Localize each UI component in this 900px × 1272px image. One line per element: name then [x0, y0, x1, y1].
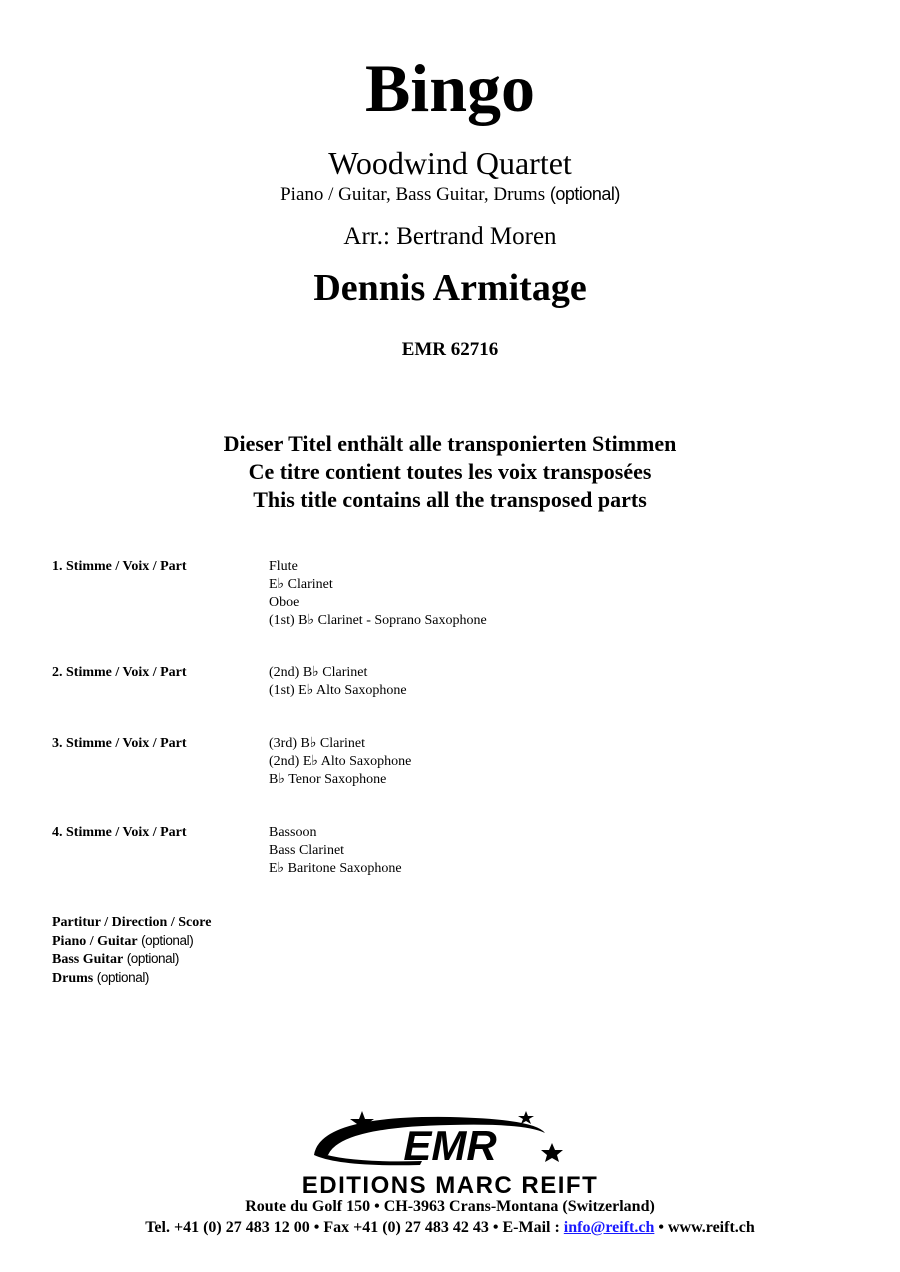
instrumentation-line — [0, 182, 900, 207]
score-label: Partitur / Direction / Score — [52, 915, 212, 930]
publisher-address: Route du Golf 150 • CH-3963 Crans-Montana (Switzerland) — [245, 1198, 655, 1215]
notice-german: Dieser Titel enthält alle transponierten Stimmen — [223, 431, 677, 456]
part-2-label: 2. Stimme / Voix / Part — [52, 665, 187, 680]
notice-french: Ce titre contient toutes les voix transposées — [248, 459, 652, 484]
part-3-instruments — [269, 735, 411, 789]
part-1-label: 1. Stimme / Voix / Part — [52, 559, 187, 574]
optional-note: (optional) — [141, 932, 194, 948]
transposition-notice — [0, 430, 900, 514]
optional-note: (optional) — [549, 184, 620, 204]
bass-label: Bass Guitar — [52, 952, 124, 967]
optional-note: (optional) — [96, 969, 150, 985]
emr-logo — [300, 1105, 600, 1197]
optional-note: (optional) — [126, 951, 179, 966]
additional-parts — [52, 914, 211, 987]
instrument-item: Oboe — [269, 595, 300, 610]
drums-label: Drums — [52, 970, 94, 986]
composer: Dennis Armitage — [313, 267, 587, 309]
instrument-item: (3rd) B♭ Clarinet — [269, 736, 366, 751]
ensemble-subtitle: Woodwind Quartet — [328, 145, 572, 181]
contact-website: • www.reift.ch — [654, 1219, 755, 1236]
instrument-item: (2nd) E♭ Alto Saxophone — [269, 754, 412, 769]
part-1-instruments — [269, 558, 487, 630]
piano-label: Piano / Guitar — [52, 933, 138, 949]
publisher-name: EDITIONS MARC REIFT — [301, 1172, 599, 1197]
part-4-label: 4. Stimme / Voix / Part — [52, 825, 187, 840]
part-2-instruments — [269, 664, 407, 700]
instrumentation-text: Piano / Guitar, Bass Guitar, Drums — [280, 184, 546, 205]
page-title: Bingo — [364, 50, 536, 126]
instrument-item: (1st) E♭ Alto Saxophone — [269, 683, 407, 698]
part-4-instruments — [269, 824, 402, 878]
logo-mark-text: EMR — [403, 1122, 497, 1169]
email-link[interactable]: info@reift.ch — [563, 1219, 655, 1236]
instrument-item: E♭ Clarinet — [269, 577, 333, 592]
instrument-item: B♭ Tenor Saxophone — [269, 772, 387, 787]
instrument-item: Bassoon — [269, 825, 317, 840]
contact-phone-fax: Tel. +41 (0) 27 483 12 00 • Fax +41 (0) 27 483 42 43 • E-Mail : — [145, 1219, 564, 1236]
arranger: Arr.: Bertrand Moren — [343, 223, 557, 250]
instrument-item: (1st) B♭ Clarinet - Soprano Saxophone — [269, 613, 487, 628]
publisher-contact — [0, 1218, 900, 1238]
notice-english: This title contains all the transposed parts — [253, 487, 647, 512]
part-3-label: 3. Stimme / Voix / Part — [52, 736, 187, 751]
catalog-number: EMR 62716 — [401, 339, 499, 360]
instrument-item: Flute — [269, 559, 298, 574]
instrument-item: (2nd) B♭ Clarinet — [269, 665, 368, 680]
instrument-item: E♭ Baritone Saxophone — [269, 861, 402, 876]
instrument-item: Bass Clarinet — [269, 843, 345, 858]
